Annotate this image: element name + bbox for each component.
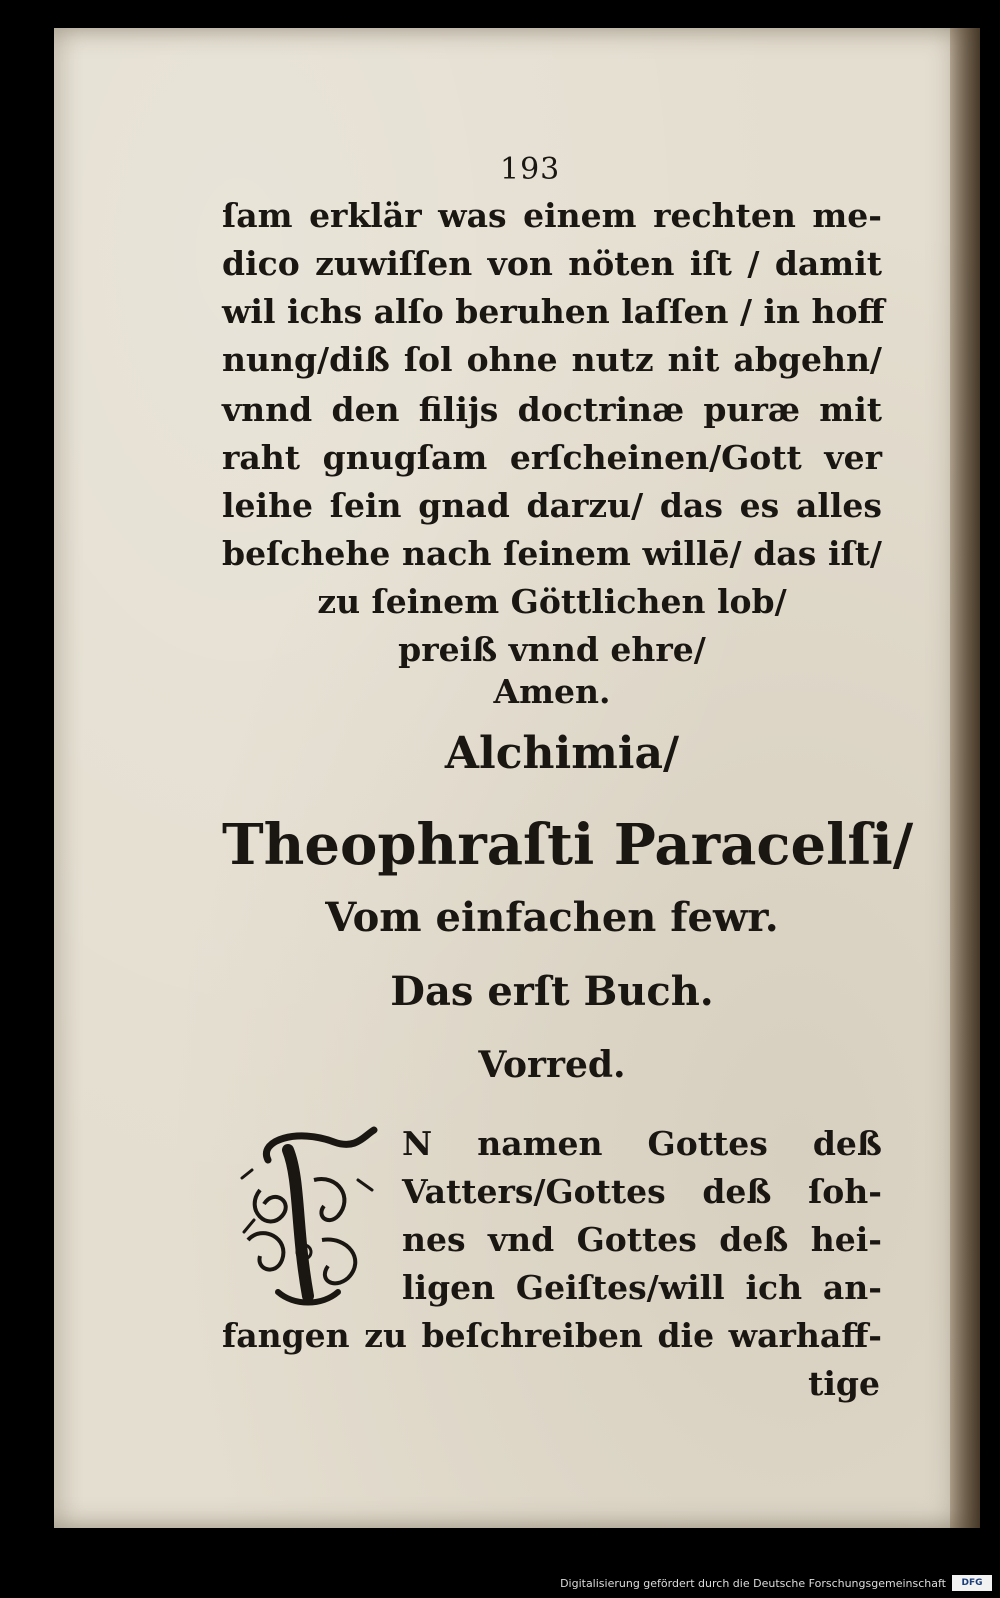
- body-line-7: leihe ſein gnad darzu/ das es alles: [222, 486, 882, 525]
- text-line-1: N namen Gottes deß: [402, 1124, 882, 1163]
- closing-amen: Amen.: [493, 672, 611, 711]
- dfg-logo: [952, 1575, 992, 1591]
- heading-das-erst-buch: Das erſt Buch.: [390, 968, 714, 1015]
- catchword: tige: [808, 1364, 880, 1403]
- body-line-1: ſam erklär was einem rechten me-: [222, 196, 882, 235]
- closing-line-1: zu ſeinem Göttlichen lob/: [317, 582, 787, 621]
- heading-alchimia: Alchimia/: [444, 728, 680, 779]
- text-line-4: ligen Geiſtes/will ich an-: [402, 1268, 882, 1307]
- credit-text: Digitalisierung gefördert durch die Deutsche Forschungsgemeinschaft: [560, 1576, 946, 1590]
- body-line-3: wil ichs alſo beruhen laſſen / in hoff: [222, 292, 885, 331]
- ornamental-initial-i: [238, 1120, 378, 1310]
- text-line-2: Vatters/Gottes deß ſoh-: [402, 1172, 882, 1211]
- body-line-2: dico zuwiſſen von nöten iſt / damit: [222, 244, 882, 283]
- body-line-6: raht gnugſam erſcheinen/Gott ver: [222, 438, 882, 477]
- heading-vorred: Vorred.: [478, 1044, 626, 1086]
- page-edge-shadow: [950, 28, 980, 1528]
- text-line-3: nes vnd Gottes deß hei-: [402, 1220, 882, 1259]
- text-line-5: fangen zu beſchreiben die warhaff-: [222, 1316, 882, 1355]
- body-line-5: vnnd den filijs doctrinæ puræ mit: [222, 390, 882, 429]
- digitization-credit: [560, 1572, 992, 1594]
- dfg-logo-text: DFG: [961, 1578, 983, 1588]
- page-number: 193: [500, 152, 561, 187]
- heading-vom-einfachen-fewr: Vom einfachen fewr.: [325, 894, 779, 941]
- body-line-4: nung/diß ſol ohne nutz nit abgehn/: [222, 340, 882, 379]
- heading-theophrasti: Theophraſti Paracelſi/: [222, 812, 914, 878]
- closing-line-2: preiß vnnd ehre/: [398, 630, 706, 669]
- body-line-8: beſchehe nach ſeinem willē/ das iſt/: [222, 534, 882, 573]
